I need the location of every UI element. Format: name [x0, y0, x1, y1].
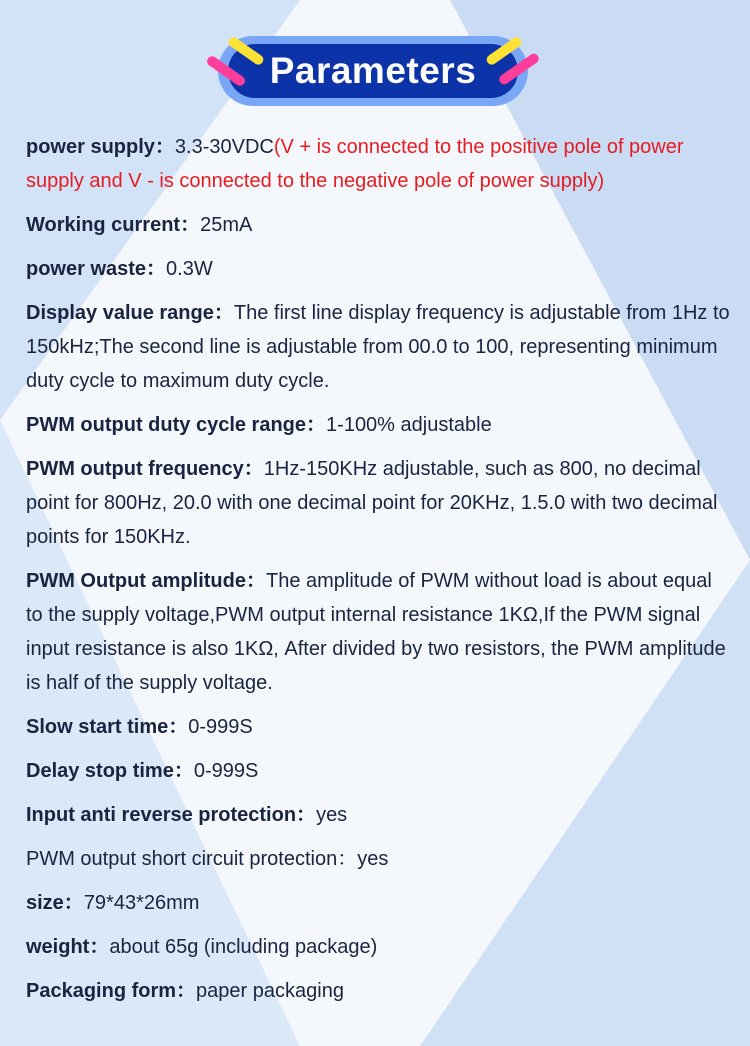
param-label: power waste： — [26, 258, 167, 280]
param-label: PWM Output amplitude： — [26, 570, 266, 592]
param-value: 25mA — [200, 214, 253, 236]
param-short-circuit-protection — [26, 842, 731, 876]
param-working-current — [26, 208, 731, 242]
param-label: Display value range： — [26, 302, 234, 324]
param-value: paper packaging — [196, 980, 344, 1002]
param-power-waste — [26, 252, 731, 286]
param-slow-start-time — [26, 710, 731, 744]
param-value: about 65g (including package) — [109, 936, 378, 958]
param-value: The first line display frequency is adjustable from 1Hz to 150kHz;The second line is adjustable from 00.0 to 100, representing minimum duty cycle to maximum duty cycle. — [26, 302, 730, 392]
param-packaging-form — [26, 974, 731, 1008]
param-size — [26, 886, 731, 920]
param-value: 79*43*26mm — [83, 892, 200, 914]
param-text: PWM output short circuit protection：yes — [26, 848, 389, 870]
param-label: PWM output frequency： — [26, 458, 264, 480]
page-title: Parameters — [269, 50, 477, 91]
param-label: Slow start time： — [26, 716, 189, 738]
param-output-frequency — [26, 452, 731, 554]
param-note: (V + is connected to the positive pole of power supply and V - is connected to the negative pole of power supply) — [26, 136, 684, 192]
param-power-supply — [26, 130, 731, 198]
title-banner — [200, 24, 550, 120]
param-value: The amplitude of PWM without load is about equal to the supply voltage,PWM output internal resistance 1KΩ,If the PWM signal input resistance is also 1KΩ, After divided by two resistors, the PWM amplitude is half of the supply voltage. — [26, 570, 726, 694]
param-label: power supply： — [26, 136, 175, 158]
param-value: 0-999S — [188, 716, 253, 738]
param-label: size： — [26, 892, 84, 914]
param-value: 1Hz-150KHz adjustable, such as 800, no decimal point for 800Hz, 20.0 with one decimal point for 20KHz, 1.5.0 with two decimal points for 150KHz. — [26, 458, 718, 548]
param-label: Input anti reverse protection： — [26, 804, 317, 826]
param-label: PWM output duty cycle range： — [26, 414, 327, 436]
param-value: 3.3-30VDC — [174, 136, 274, 158]
param-value: 0.3W — [166, 258, 213, 280]
param-label: Delay stop time： — [26, 760, 194, 782]
param-weight — [26, 930, 731, 964]
param-anti-reverse-protection — [26, 798, 731, 832]
param-value: 1-100% adjustable — [326, 414, 492, 436]
param-value: yes — [316, 804, 348, 826]
param-value: 0-999S — [193, 760, 259, 782]
param-output-amplitude — [26, 564, 731, 700]
param-label: weight： — [26, 936, 110, 958]
param-duty-cycle-range — [26, 408, 731, 442]
param-delay-stop-time — [26, 754, 731, 788]
banner-inner-pill — [228, 44, 518, 98]
param-label: Working current： — [26, 214, 201, 236]
param-display-value-range — [26, 296, 731, 398]
parameters-list — [26, 130, 731, 1018]
param-label: Packaging form： — [26, 980, 197, 1002]
